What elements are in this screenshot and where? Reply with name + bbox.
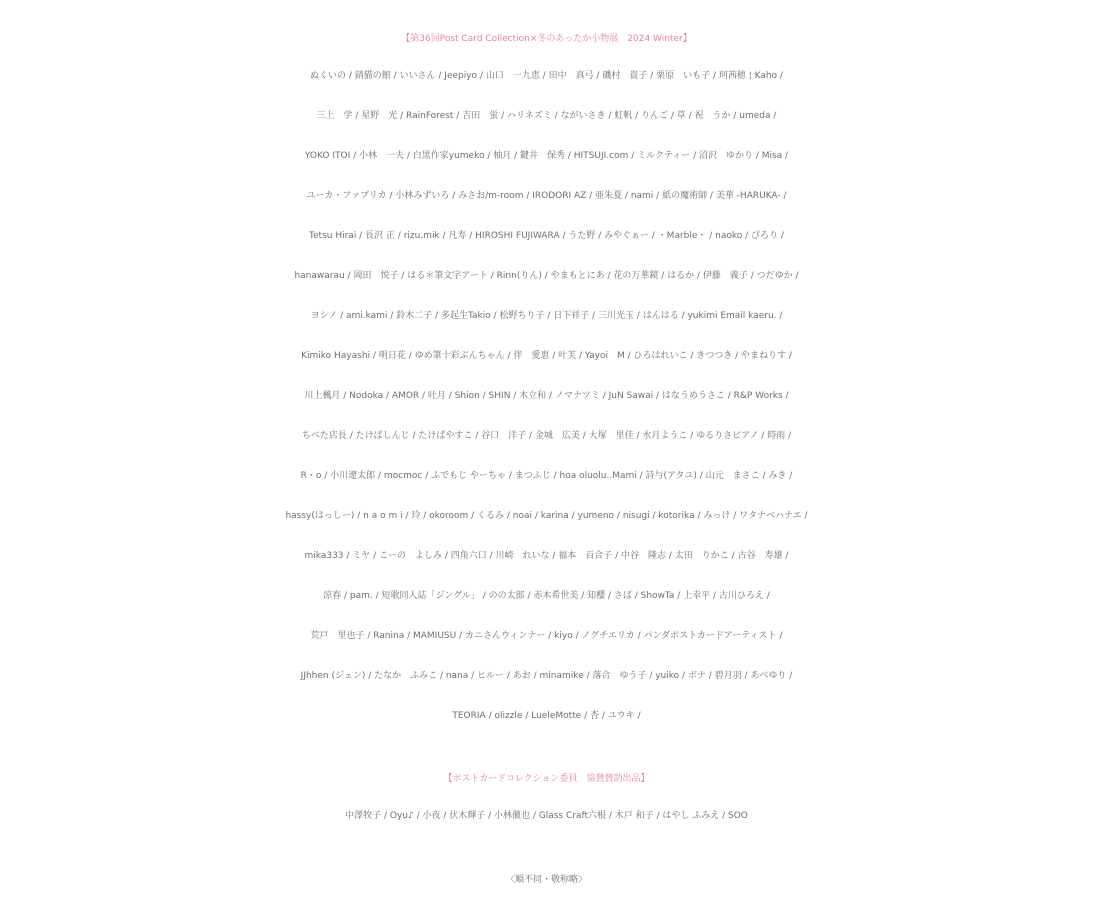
artist-line: hanawarau / 岡田 悦子 / はる＊筆文字アート / Rinn(りん) / やまもとにあ / 花の万華鏡 / はるか / 伊藤 義子 / つだゆか / (294, 271, 799, 281)
artist-line: 三上 学 / 星野 光 / RainForest / 吉田 蛍 / ハリネズミ / ながいさき / 虹帆 / りんご / 草 / 祝 うか / umeda / (316, 111, 777, 121)
order-note: 〈順不同・敬称略〉 (505, 875, 587, 885)
artist-line: ユーカ・ファブリカ / 小林みずいろ / みさお/m-room / IRODORI AZ / 亜朱夏 / nami / 紙の魔術師 / 美華 -HARUKA- / (306, 191, 787, 201)
artist-line: 荒戸 里也子 / Ranina / MAMIUSU / カニさんウィンナー / kiyo / ノグチエリカ / パンダポストカードアーティスト / (310, 631, 783, 641)
exhibition-title: 【第36回Post Card Collection×冬のあったか小物展 2024 Winter】 (401, 34, 692, 44)
artist-line: ぬくいの / 錆猫の館 / いいさん / Jeepiyo / 山口 一九恵 / 田中 真弓 / 磯村 貴子 / 栗原 いも子 / 珂茜穂 ¦ Kaho / (310, 71, 783, 81)
sponsor-title: 【ポストカードコレクション委員 協賛賛助出品】 (443, 774, 650, 784)
artist-line: mika333 / ミヤ / こーの よしみ / 四角六口 / 川崎 れいな / 福本 百合子 / 中谷 隆志 / 太田 りかこ / 古谷 寿雄 / (304, 551, 789, 561)
artist-list (0, 66, 1093, 726)
artist-line: 川上楓月 / Nodoka / AMOR / 吐月 / Shion / SHIN / 木立和 / ノマナツミ / JuN Sawai / はなうめうさこ / R&P Works / (304, 391, 789, 401)
artist-line: ちべた店長 / たけばしんじ / たけばやすこ / 谷口 洋子 / 金城 広美 / 大塚 里佳 / 水月ようこ / ゆるりさピアノ / 時雨 / (301, 431, 792, 441)
artist-line: TEORIA / olizzle / LueleMotte / 杏 / ユウキ / (452, 711, 641, 721)
artist-line: YOKO ITOI / 小林 一夫 / 白黒作家yumeko / 柚月 / 鍵井 保秀 / HITSUJI.com / ミルクティー / 沼沢 ゆかり / Misa / (304, 151, 789, 161)
artist-line: Tetsu Hirai / 長沢 正 / rizu.mik / 凡寿 / HIROSHI FUJIWARA / うた野 / みやぐぁー / ・Marble・ / naoko / ぴろり / (309, 231, 784, 241)
artist-line: ヨシノ / ami.kami / 鈴木二子 / 多起生Takio / 松野ちり子 / 日下祥子 / 三川光玉 / はんはる / yukimi Email kaeru. / (310, 311, 783, 321)
sponsor-line: 中澤牧子 / Oyu♪ / 小夜 / 伏木輝子 / 小林徹也 / Glass Craft六根 / 木戸 和子 / はやし ふみえ / SOO (345, 811, 748, 821)
artist-line: R・o / 小川遼太郎 / mocmoc / ふでもじ やーちゃ / まつふじ / hoa oluolu..Mami / 詩与(アタユ) / 山元 まさこ / みき / (300, 471, 793, 481)
sponsor-list (0, 806, 1093, 826)
artist-line: JJhhen (ジェン) / たなか ふみこ / nana / ヒルー / あお / minamike / 落合 ゆう子 / yuiko / ボナ / 碧月羽 / あべゆり / (300, 671, 793, 681)
artist-line: 涼春 / pam. / 短歌同人誌「ジングル」 / のの太郎 / 赤木希世美 / 知櫻 / さば / ShowTa / 上幸平 / 古川ひろえ / (323, 591, 770, 601)
artist-line: Kimiko Hayashi / 明日花 / ゆめ筆十彩ぶんちゃん / 伴 愛恵 / 叶芙 / Yayoi M / ひろはれいこ / きつつき / やまねりす / (301, 351, 792, 361)
artist-line: hassy(はっしー) / n a o m i / 玲 / okoroom / くるみ / noai / karina / yumeno / nisugi / kotorika / みっけ / ワタナベハナエ / (285, 511, 808, 521)
